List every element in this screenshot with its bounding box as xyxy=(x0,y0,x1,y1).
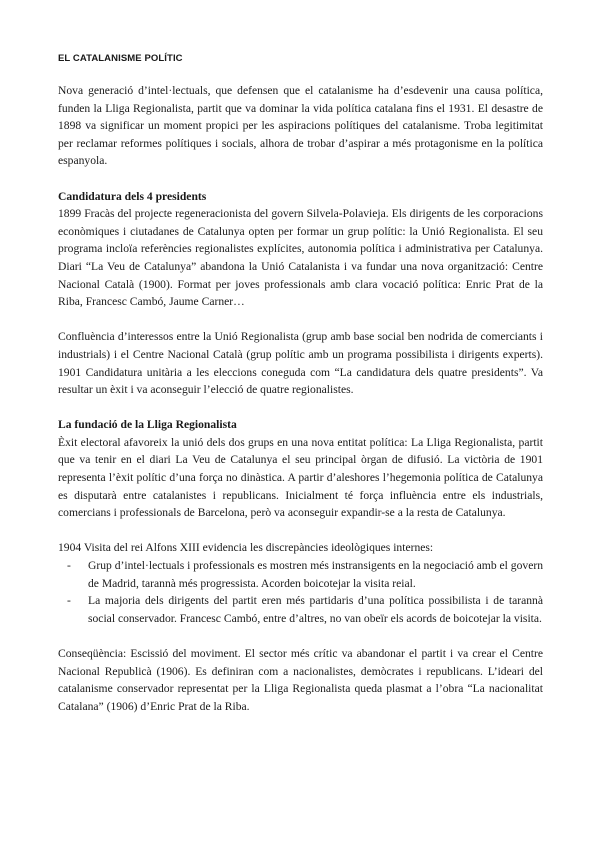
list-item-text: Grup d’intel·lectuals i professionals es mostren més instransigents en la negociació amb el govern de Madrid, tarannà més progressista. Acorden boicotejar la visita reial. xyxy=(88,559,543,590)
consequence-paragraph: Conseqüència: Escissió del moviment. El sector més crític va abandonar el partit i va crear el Centre Nacional Republicà (1906). Es definiran com a nacionalistes, demòcrates i republicans. L’ideari del catalanisme conservador representat per la Lliga Regionalista queda plasmat a l’obra “La nacionalitat Catalana” (1906) d’Enric Prat de la Riba. xyxy=(58,647,543,713)
visit-intro-paragraph: 1904 Visita del rei Alfons XIII evidencia les discrepàncies ideològiques internes: xyxy=(58,541,434,555)
spacer xyxy=(58,170,543,188)
spacer xyxy=(58,399,543,417)
page-title: EL CATALANISME POLÍTIC xyxy=(58,53,183,64)
list-item xyxy=(58,557,543,592)
document-body xyxy=(58,52,543,715)
section-heading-candidatura: Candidatura dels 4 presidents xyxy=(58,189,207,203)
section-heading-fundacio: La fundació de la Lliga Regionalista xyxy=(58,418,237,432)
bullet-dash: - xyxy=(67,559,71,573)
list-item-text: La majoria dels dirigents del partit eren més partidaris d’una política possibilista i de tarannà social conservador. Francesc Cambó, entre d’altres, no van obeïr els acords de boicotejar la visita. xyxy=(88,594,543,625)
spacer xyxy=(58,627,543,645)
intro-paragraph: Nova generació d’intel·lectuals, que defensen que el catalanisme ha d’esdevenir una causa política, funden la Lliga Regionalista, partit que va dominar la vida política catalana fins el 1931. El desastre de 1898 va significar un moment propici per les aspiracions polítiques del catalanisme. Troba legitimitat per reclamar reformes polítiques i socials, alhora de trobar d’aspirar a més protagonisme en la política espanyola. xyxy=(58,84,543,168)
spacer xyxy=(58,522,543,540)
bullet-dash: - xyxy=(67,594,71,608)
candidatura-paragraph-1: 1899 Fracàs del projecte regeneracionista del govern Silvela-Polavieja. Els dirigents de les corporacions econòmiques i ciutadanes de Catalunya opten per formar un grup polític: la Unió Regionalista. El seu programa incloïa referències regionalistes explícites, autonomia política i administrativa per Catalunya. Diari “La Veu de Catalunya” abandona la Unió Catalanista i va fundar una nova organització: Centre Nacional Català (1900). Format per joves professionals amb clara vocació política: Enric Prat de la Riba, Francesc Cambó, Jaume Carner… xyxy=(58,207,543,309)
discrepancies-list xyxy=(58,557,543,627)
list-item xyxy=(58,592,543,627)
spacer xyxy=(58,311,543,329)
candidatura-paragraph-2: Confluència d’interessos entre la Unió Regionalista (grup amb base social ben nodrida de comerciants i industrials) i el Centre Nacional Català (grup polític amb un programa possibilista i dirigents experts). 1901 Candidatura unitària a les eleccions coneguda com “La candidatura dels quatre presidents”. Va resultar un èxit i va aconseguir l’elecció de quatre regionalistes. xyxy=(58,330,543,397)
fundacio-paragraph-1: Èxit electoral afavoreix la unió dels dos grups en una nova entitat política: La Lliga Regionalista, partit que va tenir en el diari La Veu de Catalunya el seu principal òrgan de difusió. La victòria de 1901 representa l’èxit polític d’una força no dinàstica. A partir d’aleshores l’hegemonia política de Catalunya es disputarà entre catalanistes i republicans. Inicialment té força influència entre els industrials, comercians i professionals de Barcelona, però va aconseguir expandir-se a la resta de Catalunya. xyxy=(58,435,543,520)
